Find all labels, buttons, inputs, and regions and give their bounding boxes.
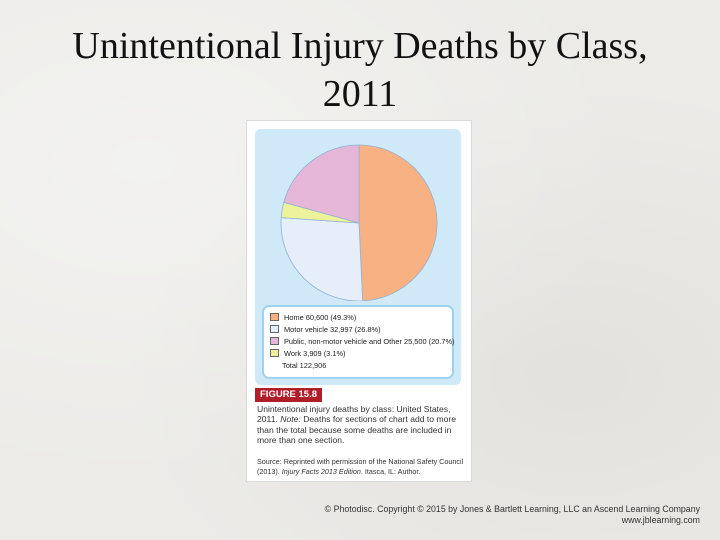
caption-main: Unintentional injury deaths by class: United States, 2011. [257,404,451,425]
copyright-line2: www.jblearning.com [621,515,700,525]
slide-title-line1: Unintentional Injury Deaths by Class, [72,25,648,67]
legend-item-work [270,348,345,359]
legend-swatch-motor-vehicle [270,325,279,333]
legend-swatch-public-other [270,337,279,345]
legend-text-home: Home 60,600 (49.3%) [284,313,357,322]
legend-text-work: Work 3,909 (3.1%) [284,349,346,358]
legend-swatch-home [270,313,279,321]
figure-card [246,120,472,482]
figure-caption [257,404,463,446]
figure-label: FIGURE 15.8 [255,388,322,402]
legend-total: Total 122,906 [282,361,327,370]
source-title: Injury Facts 2013 Edition [281,466,361,476]
slide-title [20,22,700,118]
legend-item-motor-vehicle [270,324,381,335]
copyright-notice [325,504,700,526]
chart-panel [255,129,461,385]
legend-swatch-work [270,349,279,357]
legend-text-motor-vehicle: Motor vehicle 32,997 (26.8%) [284,325,381,334]
legend-item-public-other [270,336,455,347]
pie-slice-motor-vehicle [281,218,363,301]
pie-chart [255,129,461,301]
slide-title-line2: 2011 [322,73,398,115]
caption-note: Deaths for sections of chart add to more than the total because some deaths are included in more than one section. [257,414,457,446]
source-prefix: Source: Reprinted with permission of the National Safety Council (2013). [257,457,464,476]
chart-legend [262,305,454,379]
copyright-line1: © Photodisc. Copyright © 2015 by Jones & Bartlett Learning, LLC an Ascend Learning Company [324,504,700,514]
legend-text-public-other: Public, non-motor vehicle and Other 25,500 (20.7%) [284,337,455,346]
caption-note-label: Note: [280,414,301,425]
legend-item-home [270,312,356,323]
source-suffix: . Itasca, IL: Author. [360,466,421,476]
figure-source [257,457,467,476]
pie-slice-home [359,145,437,301]
